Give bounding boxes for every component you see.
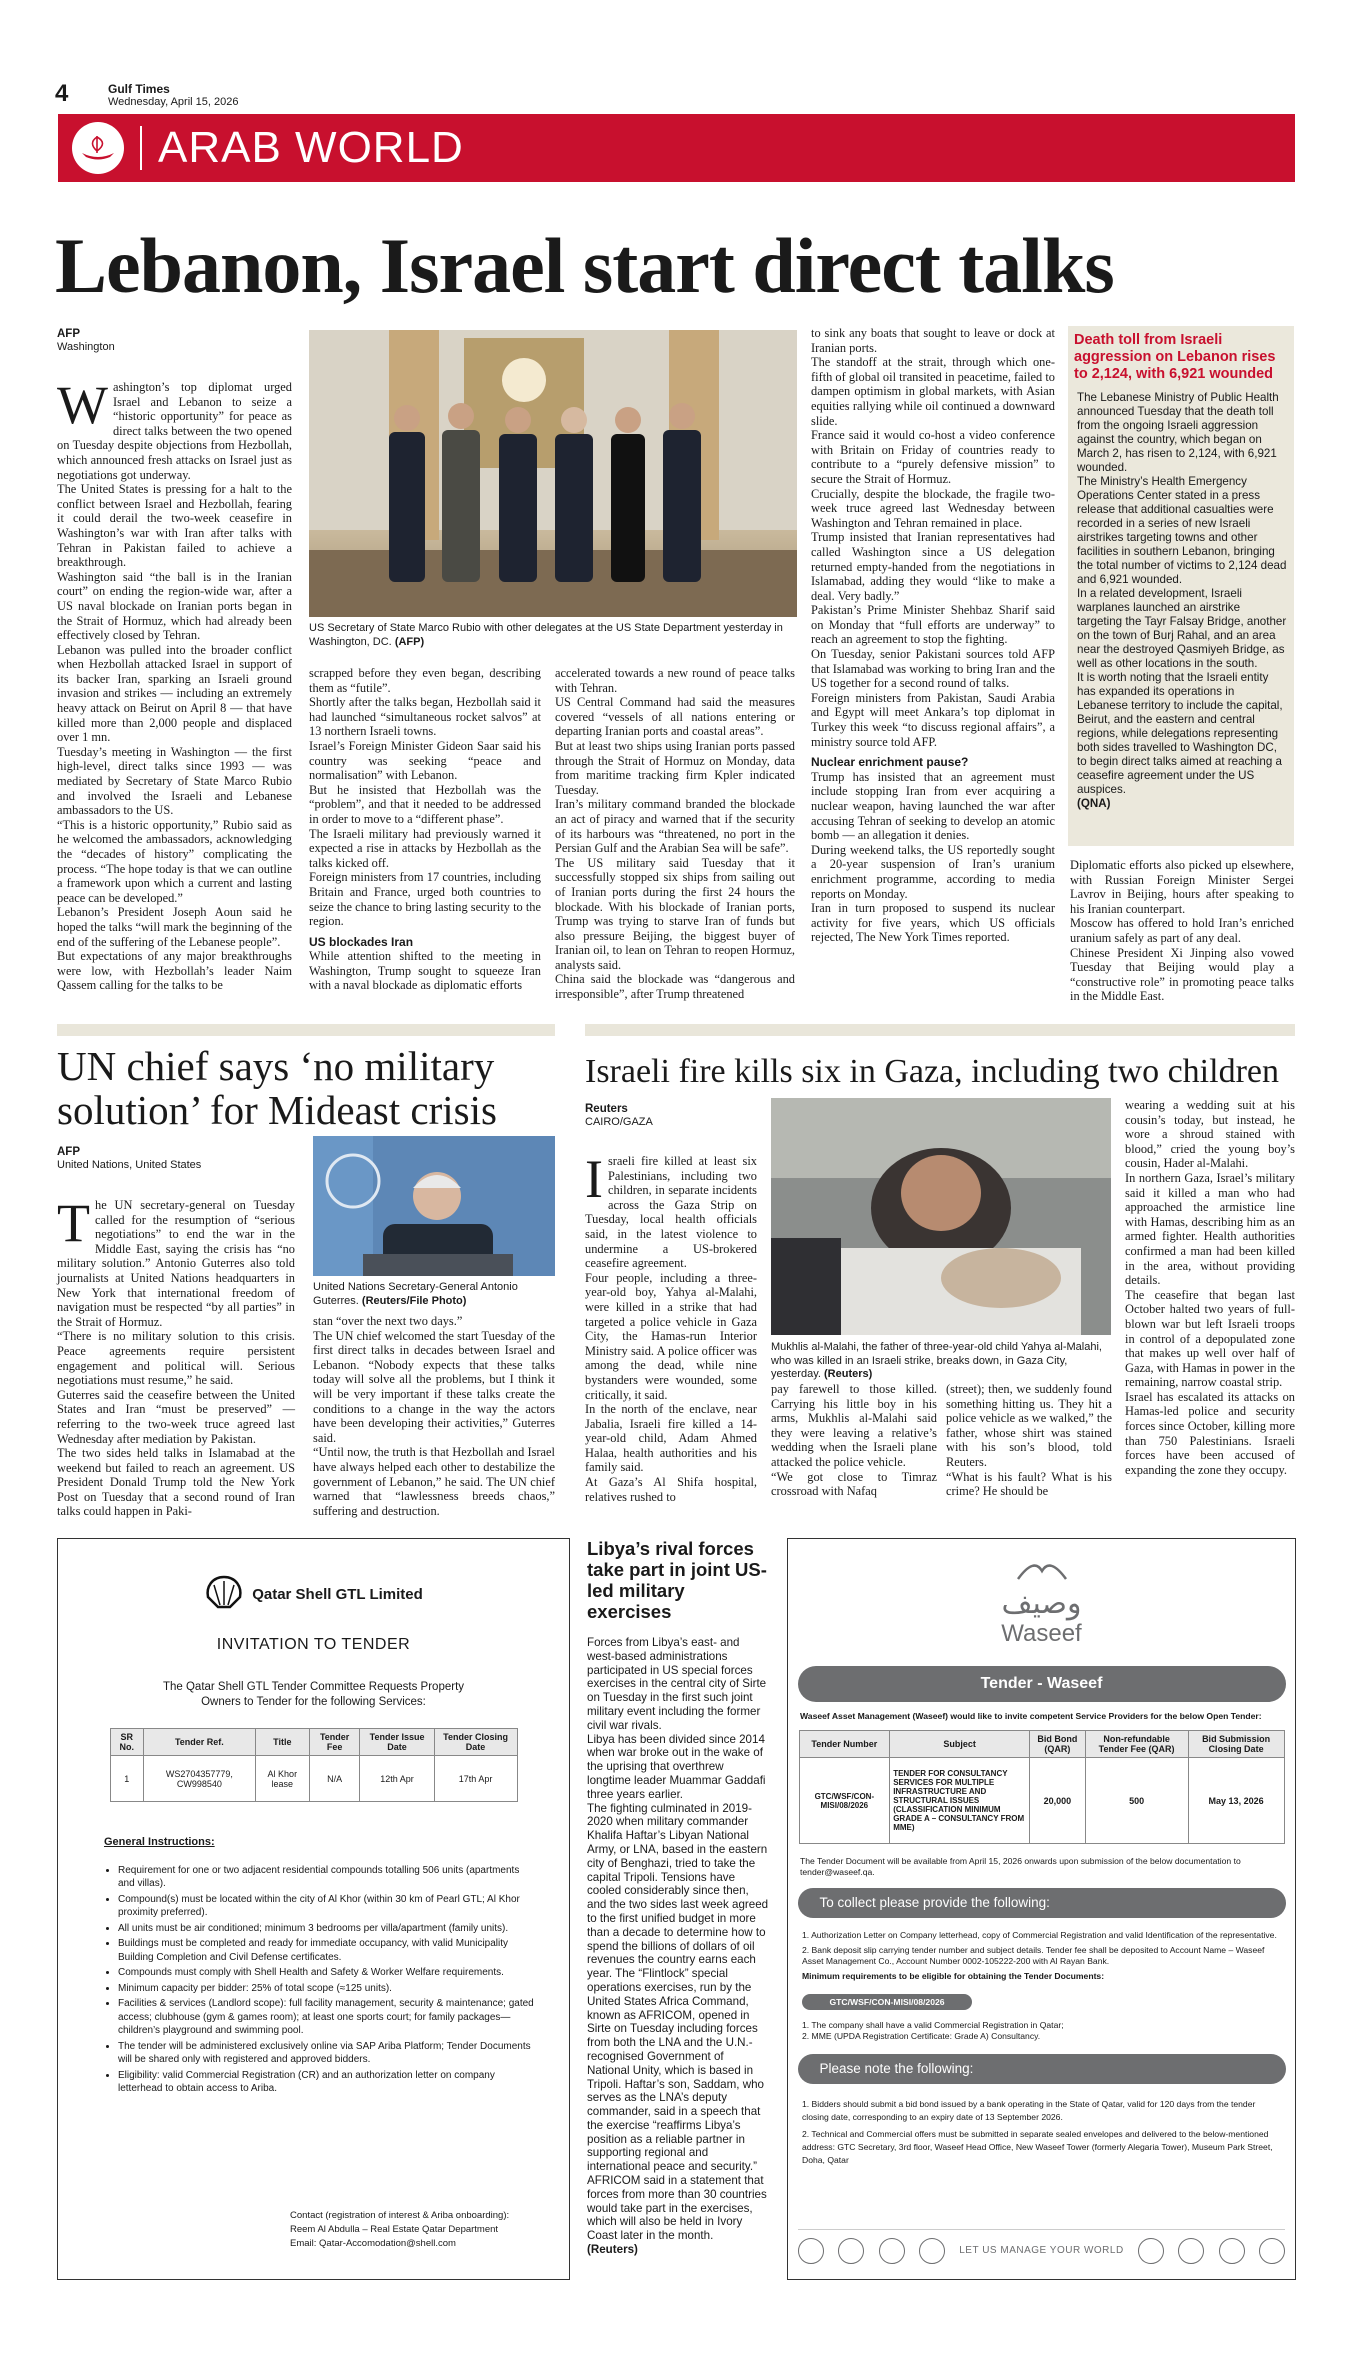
table-header: Tender Number [799,1731,890,1758]
story-divider [585,1024,1295,1036]
story-divider [57,1024,555,1036]
clipboard-icon [1178,2238,1204,2264]
un-byline [57,1146,297,1172]
paragraph: Libya has been divided since 2014 when war broke out in the wake of the uprising that overthrew longtime leader Muammar Gaddafi three years earlier. [587,1732,766,1801]
waseef-availability: The Tender Document will be available from April 15, 2026 onwards upon submission of the below documentation to tender@waseef.qa. [800,1856,1241,1877]
table-header: Tender Ref. [143,1729,255,1756]
byline-agency: Reuters [585,1103,628,1115]
paragraph: AFRICOM said in a statement that forces from more than 30 countries would take part in the exercises, which will also be held in Ivory Coast later in the month. [587,2174,767,2243]
paragraph: Chinese President Xi Jinping also vowed Tuesday that Beijing would play a “constructive role” in promoting peace talks in the Middle East. [1070,945,1294,1004]
byline-agency: AFP [57,1146,80,1158]
list-item: • The tender will be administered exclusively online via SAP Ariba Platform; Tender Documents will be shared only with registered and approved bidders. [118,2040,534,2067]
paragraph: The US military said Tuesday that it successfully stopped six ships from sailing out of Iranian ports during the first 24 hours the blockade. With his blockade of Iranian ports, Trump was trying to starve Iran of funds but also pressure Beijing, the biggest buyer of Iranian oil, to lean on Tehran to reopen Hormuz, analysts said. [555,855,795,972]
shell-ad-title: INVITATION TO TENDER [216,1636,411,1653]
paragraph: On Tuesday, senior Pakistani sources told AFP that Islamabad was working to bring Iran and the US together for a second round of talks. [811,647,1055,691]
gaza-headline: Israeli fire kills six in Gaza, including two children [585,1053,1279,1090]
gear-icon [1259,2238,1285,2264]
paragraph: wearing a wedding suit at his cousin’s today, but instead, he wore a shroud stained with blood,” cried the young boy’s cousin, Hader al-Malahi. [1125,1098,1295,1171]
table-header-row [110,1729,517,1756]
table-cell: TENDER FOR CONSULTANCY SERVICES FOR MULTIPLE INFRASTRUCTURE AND STRUCTURAL ISSUES (CLASSIFICATION MINIMUM GRADE A – CONSULTANCY FROM MME) [890,1758,1030,1844]
table-cell: N/A [309,1756,360,1802]
building-icon [879,2238,905,2264]
table-cell: 500 [1085,1758,1188,1844]
notes-list [802,2098,1283,2167]
photo-credit: (AFP) [394,635,425,648]
un-headline: UN chief says ‘no military solution’ for Mideast crisis [57,1043,497,1133]
gaza-photo [771,1098,1111,1335]
section-title: ARAB WORLD [158,123,464,172]
table-cell: Al Khor lease [255,1756,309,1802]
paragraph: But at least two ships using Iranian ports passed through the Strait of Hormuz on Monday, data from maritime tracking firm Kpler indicated Tuesday. [555,738,795,797]
paragraph: It is worth noting that the Israeli entity has expanded its operations in Lebanese territory to include the capital, Beirut, and the eastern and central regions, while delegations representing both sides travelled to Washington DC, to begin direct talks aimed at reaching a ceasefire agreement under the US auspices. [1077,671,1283,796]
table-header: Tender Closing Date [434,1729,517,1756]
waseef-banner: Tender - Waseef [798,1666,1286,1702]
paragraph: “What is his fault? What is his crime? He should be [946,1469,1112,1499]
paragraph: Iran’s military command branded the blockade an act of piracy and warned that if the security of its harbours was “threatened, no port in the Persian Gulf and the Arabian Sea will be safe”. [555,797,795,856]
paragraph: ashington’s top diplomat urged Israel and Lebanon to seize a “historic opportunity” for peace as direct talks between the two opened on Tuesday despite objections from Hezbollah, which announced fresh attacks on Israel just as negotiations got underway. [57,380,292,482]
table-cell: 17th Apr [434,1756,517,1802]
paragraph: Trump has insisted that an agreement must include stopping Iran from ever acquiring a nuclear weapon, having launched the war after accusing Tehran of seeking to develop an atomic bomb — an allegation it denies. [811,769,1055,843]
paragraph: Trump insisted that Iranian representatives had called Washington since a US delegation returned empty-handed from the negotiations in Islamabad, adding they would “like to make a deal. Very badly.” [811,530,1055,603]
caption-text: US Secretary of State Marco Rubio with other delegates at the US State Department yesterday in Washington, DC. [309,622,783,648]
paragraph: France said it would co-host a video conference with Britain on Friday of countries ready to contribute to a “purely defensive mission” to secure the Strait of Hormuz. [811,428,1055,486]
shell-tender-table [110,1728,518,1802]
libya-body [587,1636,769,2257]
table-header-row [799,1731,1284,1758]
table-header: SR No. [110,1729,143,1756]
lead-photo [309,330,797,617]
un-dropcap: T [57,1193,90,1253]
contact-email: Email: Qatar-Accomodation@shell.com [290,2238,456,2249]
table-cell: GTC/WSF/CON-MISI/08/2026 [799,1758,890,1844]
shell-company: Qatar Shell GTL Limited [252,1586,423,1603]
table-cell: WS2704357779, CW998540 [143,1756,255,1802]
libya-credit: (Reuters) [587,2243,638,2257]
waseef-brand-arabic: وصيف [1001,1586,1082,1621]
un-column-1 [57,1193,295,1519]
list-item: • Compounds must comply with Shell Health and Safety & Worker Welfare requirements. [118,1966,534,1980]
paragraph: US Central Command had said the measures covered “vessels of all nations entering or departing Iranian ports and coastal areas”. [555,695,795,739]
table-header: Bid Submission Closing Date [1188,1731,1284,1758]
list-item: • Eligibility: valid Commercial Registration (CR) and an authorization letter on company letterhead to obtain access to Ariba. [118,2069,534,2096]
libya-story [587,1538,769,2257]
paragraph: The standoff at the strait, through which one-fifth of global oil transited in peacetime, failed to dampen optimism in global markets, with Asian equities rallying while oil continued a downward slide. [811,355,1055,428]
table-row [799,1758,1284,1844]
paragraph: Crucially, despite the blockade, the fragile two-week truce agreed last Wednesday between Washington and Tehran remained in place. [811,486,1055,530]
gaza-column-2 [771,1382,937,1499]
byline-place: United Nations, United States [57,1159,202,1171]
publication-name: Gulf Times [108,82,170,96]
paragraph: Lebanon’s President Joseph Aoun said he hoped the talks “will mark the beginning of the end of the suffering of the Lebanese people”. [57,905,292,949]
sidebar-title: Death toll from Israeli aggression on Lebanon rises to 2,124, with 6,921 wounded [1074,332,1276,382]
lead-column-2 [309,666,541,993]
paragraph: In northern Gaza, Israel’s military said it killed a man who had approached the armistice line with Hamas, describing him as an armed fighter. Health authorities confirmed a man had been killed in the area, without providing details. [1125,1170,1295,1288]
shell-contact [290,2209,509,2251]
lead-column-3 [555,666,795,1002]
list-item: 1. The company shall have a valid Commercial Registration in Qatar; [802,2020,1064,2030]
paragraph: Lebanon was pulled into the broader conflict when Hezbollah attacked Israel in support of its backer Iran, sparking an Israeli ground invasion and strikes — including an extremely heavy attack on Beirut on April 8 — that have killed more than 2,000 people and displaced over 1 mn. [57,642,292,745]
waseef-invite: Waseef Asset Management (Waseef) would like to invite competent Service Providers for the below Open Tender: [800,1711,1262,1721]
gaza-byline [585,1103,745,1129]
gaza-column-3 [946,1382,1112,1499]
lead-column-1 [57,375,292,993]
collect-header: To collect please provide the following: [798,1888,1286,1918]
collect-list [802,1930,1283,1982]
paragraph: The fighting culminated in 2019-2020 when military commander Khalifa Haftar’s Libyan National Army, or LNA, based in the eastern city of Benghazi, tried to take the capital Tripoli. Tensions have cooled considerably since then, and the two sides last week agreed to the first unified budget in more than a decade to determine how to spend the billions of dollars of oil revenues the country earns each year. The “Flintlock” special operations exercises, run by the United States Africa Command, known as AFRICOM, opened in Sirte on Tuesday including forces from both the LNA and the U.N.-recognised Government of National Unity, which is based in Tripoli. Haftar’s son, Saddam, who serves as the LNA’s deputy commander, said in a speech that the exercise “reaffirms Libya’s position as a reliable partner in supporting regional and international peace and security.” [587,1801,769,2174]
paragraph: Forces from Libya’s east- and west-based administrations participated in US special forces exercises in the central city of Sirte on Tuesday in the first such joint military event including the former civil war rivals. [587,1636,767,1732]
waseef-tagline: LET US MANAGE YOUR WORLD [959,2245,1124,2256]
paragraph: In a related development, Israeli warplanes launched an airstrike targeting the Tayr Falsay Bridge, another on the town of Burj Rahal, and an area near the destroyed Qasmiyeh Bridge, as well as other locations in the south. [1077,587,1287,670]
gaza-dropcap: I [585,1149,603,1209]
list-item: • Compound(s) must be located within the city of Al Khor (within 30 km of Pearl GTL; Al Khor proximity preferred). [118,1893,534,1920]
paragraph: (street); then, we suddenly found something hitting us. They hit a police vehicle as we walked,” the father, whose shirt was stained with his son’s blood, told Reuters. [946,1382,1112,1469]
publication-date: Wednesday, April 15, 2026 [108,96,239,108]
banner-divider [140,126,142,170]
general-instructions [104,1836,534,2096]
paragraph: to sink any boats that sought to leave or dock at Iranian ports. [811,326,1055,355]
paragraph: At Gaza’s Al Shifa hospital, relatives rushed to [585,1475,757,1504]
dhow-logo-icon [72,122,124,174]
subhead-blockade: US blockades Iran [309,934,414,949]
waseef-footer [798,2229,1285,2267]
home-icon [838,2238,864,2264]
section-banner [58,114,1295,182]
note-header: Please note the following: [798,2054,1286,2084]
paragraph: But expectations of any major breakthroughs were low, with Hezbollah’s leader Naim Qassem calling for the talks to be [57,949,292,993]
list-item: 2. Bank deposit slip carrying tender number and subject details. Tender fee shall be deposited to Account Name – Waseef Asset Management Co., Account Number 0002-105222-200 with Al Rayan Bank. [802,1945,1265,1966]
paragraph: While attention shifted to the meeting in Washington, Trump sought to squeeze Iran with a naval blockade as diplomatic efforts [309,949,541,993]
un-photo [313,1136,555,1276]
lead-headline: Lebanon, Israel start direct talks [55,222,1114,309]
paragraph: Moscow has offered to hold Iran’s enriched uranium safely as part of any deal. [1070,916,1294,945]
paragraph: “Until now, the truth is that Hezbollah and Israel have always helped each other to destabilize the government of Lebanon,” he said. The UN chief warned that “lawlessness breeds chaos,” suffering and destruction. [313,1445,555,1518]
lead-column-4 [811,326,1055,945]
min-requirements: Minimum requirements to be eligible for obtaining the Tender Documents: [802,1971,1105,1981]
paragraph: Foreign ministers from Pakistan, Saudi Arabia and Egypt will meet Ankara’s top diplomat in Turkey this week “to discuss regional affairs”, a ministry source told AFP. [811,690,1055,749]
waseef-brand: Waseef [1001,1620,1082,1647]
paragraph: The Israeli military had previously warned it expected a rise in attacks by Hezbollah as the talks kicked off. [309,826,541,870]
table-header: Bid Bond (QAR) [1030,1731,1085,1758]
lead-dropcap: W [57,375,108,435]
list-item: 1. Authorization Letter on Company letterhead, copy of Commercial Registration and valid Identification of the representative. [802,1930,1277,1940]
paragraph: Washington said “the ball is in the Iranian court” on ending the region-wide war, after a US naval blockade on Iranian ports began in the Strait of Hormuz, which had already been effectively closed by Tehran. [57,569,292,643]
paragraph: he UN secretary-general on Tuesday called for the resumption of “serious negotiations” to end the war in the Middle East, saying the crisis has “no military solution.” Antonio Guterres also told journalists at United Nations headquarters in New York that international freedom of navigation must be respected “by all parties” in the Strait of Hormuz. [57,1198,295,1329]
sidebar-credit: (QNA) [1077,797,1111,810]
paragraph: “This is a historic opportunity,” Rubio said as he welcomed the ambassadors, acknowledging the “decades of history” complicating the process. “The hope today is that we can outline a framework upon which a current and lasting peace can be developed.” [57,817,292,905]
waseef-tender-table [799,1730,1285,1844]
contact-title: Contact (registration of interest & Ariba onboarding): [290,2210,510,2221]
table-header: Tender Fee [309,1729,360,1756]
shell-logo-icon [204,1575,244,1614]
list-item: • Buildings must be completed and ready for immediate occupancy, with valid Municipality Building Completion and Civil Defense certificates. [118,1937,534,1964]
lead-byline [57,328,257,354]
tender-tag: GTC/WSF/CON-MISI/08/2026 [802,1994,972,2010]
paragraph: But he insisted that Hezbollah was the “problem”, and that it needed to be addressed in order to move to a “different phase”. [309,782,541,826]
worker-icon [919,2238,945,2264]
hands-icon [1219,2238,1245,2264]
shell-tender-ad [57,1538,570,2280]
paragraph: “There is no military solution to this crisis. Peace agreements require persistent engagement and political will. Serious negotiations must resume,” he said. [57,1329,295,1388]
lead-column-5 [1070,858,1294,1004]
waseef-logo [788,1557,1295,1648]
extinguisher-icon [1138,2238,1164,2264]
byline-place: Washington [57,341,115,353]
paragraph: Israel has escalated its attacks on Hamas-led police and security forces since October, killing more than 750 Palestinians. Israeli forces have been accused of expanding the zone they occupy. [1125,1389,1295,1477]
caption-text: United Nations Secretary-General Antonio Guterres. [313,1281,518,1307]
table-cell: 1 [110,1756,143,1802]
paragraph: Iran in turn proposed to suspend its nuclear activity for five years, which US officials rejected, The New York Times reported. [811,901,1055,945]
byline-agency: AFP [57,328,80,340]
table-header: Title [255,1729,309,1756]
table-row [110,1756,517,1802]
gaza-photo-caption [771,1341,1111,1382]
paragraph: During weekend talks, the US reportedly sought a 20-year suspension of Iran’s uranium enrichment programme, according to media reports on Monday. [811,842,1055,901]
paragraph: The ceasefire that began last October halted two years of full-blown war but left Israeli troops in control of a depopulated zone that makes up well over half of Gaza, with Hamas in power in the remaining, narrow coastal strip. [1125,1287,1295,1390]
death-toll-sidebar [1068,326,1294,846]
caption-text: Mukhlis al-Malahi, the father of three-year-old child Yahya al-Malahi, who was killed in an Israeli strike, breaks down, in Gaza City, yesterday. [771,1341,1102,1380]
paragraph: The UN chief welcomed the start Tuesday of the first direct talks in decades between Israel and Lebanon. “Nobody expects that these talks today will solve all the problems, but I think it will be very important if these talks create the conditions to a change in the way the actors have been developing their activities,” Guterres said. [313,1328,555,1445]
table-header: Non-refundable Tender Fee (QAR) [1085,1731,1188,1758]
paragraph: The United States is pressing for a halt to the conflict between Israel and Hezbollah, fearing it could derail the two-week ceasefire in Washington’s war with Iran after talks with Tehran in Pakistan failed to achieve a breakthrough. [57,482,292,570]
table-header: Subject [890,1731,1030,1758]
paragraph: Israel’s Foreign Minister Gideon Saar said his country was seeking “peace and normalisation” with Lebanon. [309,738,541,783]
paragraph: Diplomatic efforts also picked up elsewhere, with Russian Foreign Minister Sergei Lavrov in Beijing, hours after speaking to his Iranian counterpart. [1070,858,1294,916]
paragraph: Tuesday’s meeting in Washington — the first high-level, direct talks since 1993 — was mediated by Secretary of State Marco Rubio and involved the Israeli and Lebanese ambassadors to the US. [57,744,292,818]
paragraph: Shortly after the talks began, Hezbollah said it had launched “simultaneous rocket salvos” at 13 northern Israeli towns. [309,695,541,739]
list-item: • Minimum capacity per bidder: 25% of total scope (≈125 units). [118,1982,534,1996]
instructions-title: General Instructions: [104,1836,215,1848]
byline-place: CAIRO/GAZA [585,1116,653,1128]
paragraph: China said the blockade was “dangerous and irresponsible”, after Trump threatened [555,972,795,1002]
list-item: 2. Technical and Commercial offers must be submitted in separate sealed envelopes and delivered to the below-mentioned address: GTC Secretary, 3rd floor, Waseef Head Office, New Waseef Tower (formerly Alegaria Tower), Museum Park Street, Doha, Qatar [802,2129,1273,2165]
publication-info [108,83,238,109]
paragraph: Four people, including a three-year-old boy, Yahya al-Malahi, were killed in a strike that had targeted a police vehicle in Gaza City, the Hamas-run Interior Ministry said. A police officer was among the dead, while nine bystanders were wounded, some critically, it said. [585,1270,757,1402]
paragraph: stan “over the next two days.” [313,1314,463,1328]
gaza-column-1 [585,1149,757,1504]
photo-credit: (Reuters) [824,1368,873,1380]
paragraph: In the north of the enclave, near Jabalia, Israeli fire killed a 14-year-old child, Adam Ahmed Halaa, health authorities and his family said. [585,1402,757,1475]
contact-name: Reem Al Abdulla – Real Estate Qatar Department [290,2224,499,2235]
un-photo-caption [313,1281,555,1308]
paragraph: scrapped before they even began, describing them as “futile”. [309,666,541,695]
photo-credit: (Reuters/File Photo) [361,1294,467,1307]
paragraph: Guterres said the ceasefire between the United States and Iran “must be preserved” — referring to the two-week truce agreed last Wednesday after mediation by Pakistan. [57,1387,295,1446]
paragraph: The two sides held talks in Islamabad at the weekend but failed to reach an agreement. US President Donald Trump told the New York Post on Tuesday that a second round of Iran talks could happen in Paki- [57,1446,295,1519]
gaza-column-4 [1125,1098,1295,1477]
recycle-icon [798,2238,824,2264]
subhead-nuclear: Nuclear enrichment pause? [811,755,969,770]
paragraph: “We got close to Timraz crossroad with Nafaq [771,1469,937,1499]
page-number: 4 [55,80,69,107]
un-column-2 [313,1314,555,1518]
paragraph: accelerated towards a new round of peace talks with Tehran. [555,666,795,695]
list-item: • Facilities & services (Landlord scope): full facility management, security & maintenance; gated access; clubhouse (gym & games room); at least one sports court; for family packages—children’s playground and swimming pool. [118,1997,534,2038]
table-cell: 20,000 [1030,1758,1085,1844]
table-cell: 12th Apr [360,1756,434,1802]
paragraph: pay farewell to those killed. Carrying his little boy in his arms, Mukhlis al-Malahi said they were leaving a relative’s wedding when the Israeli plane attacked the police vehicle. [771,1382,937,1469]
list-item: 1. Bidders should submit a bid bond issued by a bank operating in the State of Qatar, valid for 120 days from the tender closing date, corresponding to an expiry date of 13 September 2026. [802,2099,1256,2122]
paragraph: The Ministry’s Health Emergency Operations Center stated in a press release that additional casualties were recorded in a series of new Israeli airstrikes targeting towns and other facilities in southern Lebanon, bringing the total number of victims to 2,124 dead and 6,921 wounded. [1077,475,1287,586]
waseef-tender-ad [787,1538,1296,2280]
waseef-logo-icon [1012,1557,1072,1583]
table-cell: May 13, 2026 [1188,1758,1284,1844]
list-item: • All units must be air conditioned; minimum 3 bedrooms per villa/apartment (family units). [118,1922,534,1936]
libya-headline: Libya’s rival forces take part in joint US-led military exercises [587,1538,767,1622]
list-item: 2. MME (UPDA Registration Certificate: Grade A) Consultancy. [802,2031,1041,2041]
sidebar-body [1068,383,1294,811]
paragraph: The Lebanese Ministry of Public Health announced Tuesday that the death toll from the ongoing Israeli aggression against the country, which began on March 2, has risen to 2,124, with 6,921 wounded. [1077,391,1279,474]
shell-ad-intro: The Qatar Shell GTL Tender Committee Requests Property Owners to Tender for the following Services: [162,1681,465,1708]
paragraph: Foreign ministers from 17 countries, including Britain and France, urged both countries to seize the chance to bring lasting security to the region. [309,870,541,929]
paragraph: sraeli fire killed at least six Palestinians, including two children, in separate incidents across the Gaza Strip on Tuesday, local health officials said, in the latest violence to undermine a US-brokered ceasefire agreement. [585,1154,757,1271]
lead-photo-caption [309,622,797,649]
requirements-list [802,2020,1283,2042]
paragraph: Pakistan’s Prime Minister Shehbaz Sharif said on Monday that “full efforts are underway” to reach an agreement to stop the fighting. [811,603,1055,647]
table-header: Tender Issue Date [360,1729,434,1756]
list-item: • Requirement for one or two adjacent residential compounds totalling 506 units (apartments and villas). [118,1864,534,1891]
